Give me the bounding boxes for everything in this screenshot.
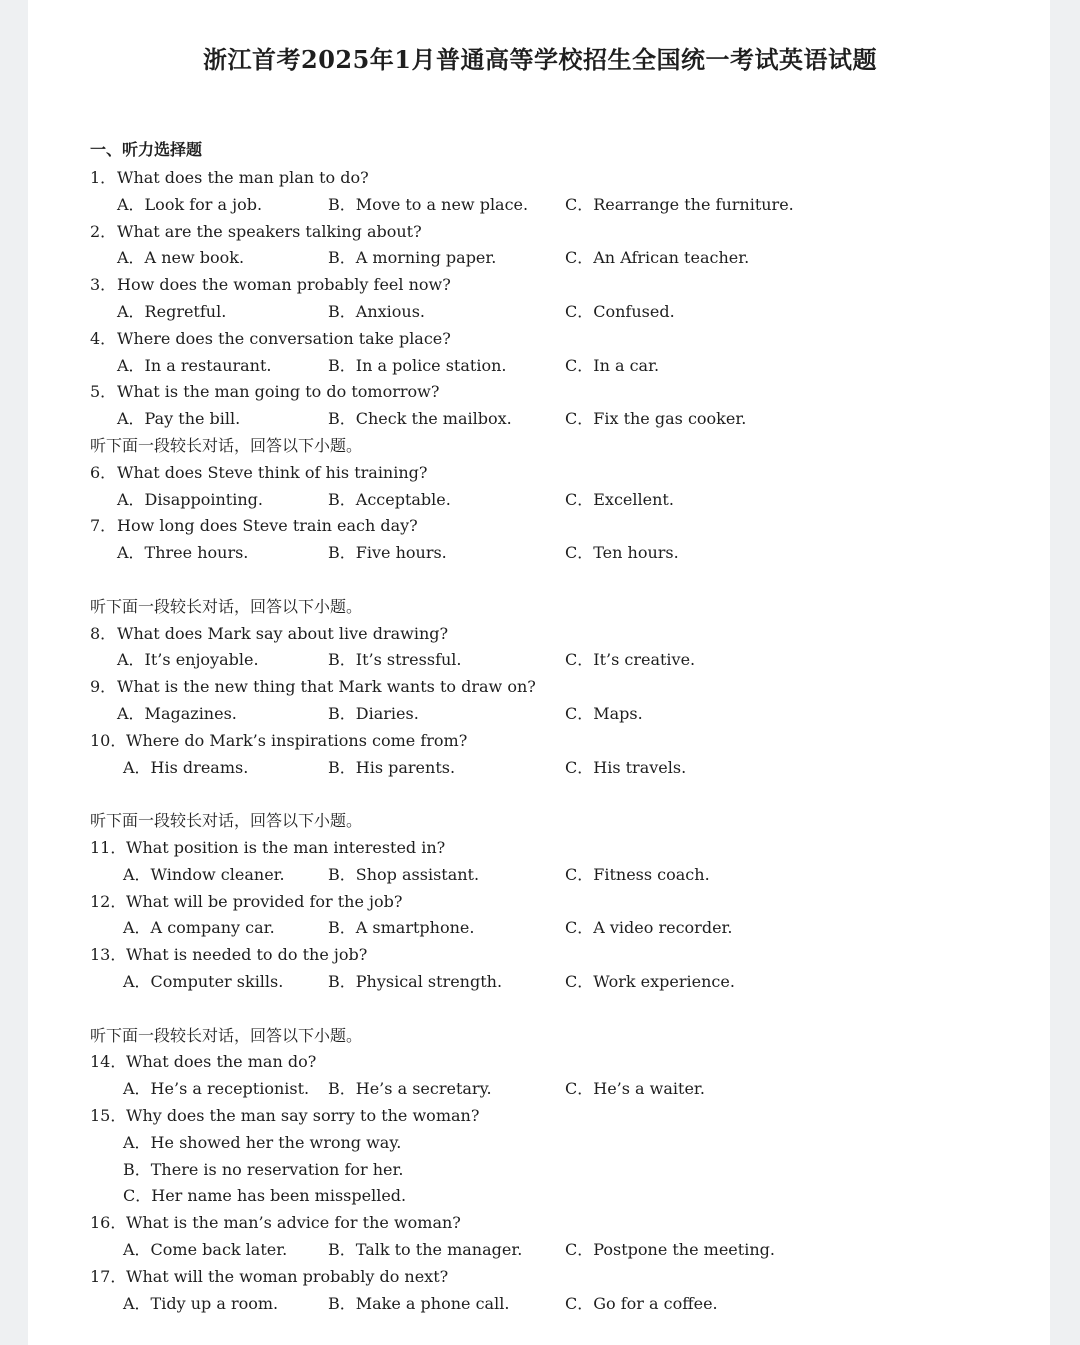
question-number: 10． [90,730,127,750]
question-text: What is needed to do the job? [126,945,368,965]
question-number: 5． [90,382,117,402]
question-number: 11． [90,838,127,857]
option-a: A．Window cleaner. [123,864,285,884]
question-number: 9． [90,677,117,697]
question-text: What is the man’s advice for the woman? [126,1213,461,1233]
option-b: B．Check the mailbox. [328,409,512,429]
question-text: What is the man going to do tomorrow? [117,382,440,402]
option-b: B．Shop assistant. [328,864,480,884]
option-c: C．Work experience. [565,972,735,991]
option-b: B．Five hours. [328,543,447,563]
option-c: C．Excellent. [565,489,674,509]
option-b: B．In a police station. [328,355,507,375]
dialogue-intro: 听下面一段较长对话，回答以下小题。 [90,811,363,831]
option-b: B．Move to a new place. [328,194,529,214]
option-c: C．It’s creative. [565,650,696,670]
question-text: What does Steve think of his training? [117,462,428,482]
option-c: C．He’s a waiter. [565,1079,705,1099]
question-text: What does the man plan to do? [117,168,369,187]
question-number: 2． [90,221,117,241]
question-text: What are the speakers talking about? [117,221,422,241]
question-number: 4． [90,328,117,348]
question-number: 17． [90,1266,127,1286]
option-c: C．Postpone the meeting. [565,1240,775,1259]
question-text: How long does Steve train each day? [117,516,418,536]
question-text: What position is the man interested in? [126,838,446,857]
option-a: A．Computer skills. [123,972,284,991]
dialogue-intro: 听下面一段较长对话，回答以下小题。 [90,596,363,616]
option-a: A．Magazines. [117,704,237,723]
option-a: A．He’s a receptionist. [123,1079,310,1099]
question-number: 8． [90,623,117,643]
option-c: C．His travels. [565,757,687,777]
option-b: B．Acceptable. [328,489,451,509]
page-title: 浙江首考2025年1月普通高等学校招生全国统一考试英语试题 [203,45,877,74]
option-line: B．There is no reservation for her. [123,1159,404,1179]
option-a: A．A company car. [123,918,275,938]
option-c: C．Confused. [565,302,675,321]
option-c: C．In a car. [565,355,660,375]
question-text: What does Mark say about live drawing? [117,623,449,643]
option-b: B．Anxious. [328,302,425,321]
question-text: Where does the conversation take place? [117,328,451,348]
option-a: A．Tidy up a room. [123,1293,279,1313]
option-c: C．A video recorder. [565,918,733,938]
question-text: What will be provided for the job? [126,891,403,911]
question-text: Where do Mark’s inspirations come from? [126,730,468,750]
option-b: B．He’s a secretary. [328,1079,492,1099]
option-c: C．Maps. [565,704,643,723]
option-a: A．Disappointing. [117,489,263,509]
dialogue-intro: 听下面一段较长对话，回答以下小题。 [90,436,363,455]
question-number: 6． [90,462,117,482]
option-a: A．His dreams. [123,757,249,777]
option-a: A．Three hours. [117,543,249,563]
option-c: C．An African teacher. [565,248,750,268]
question-number: 7． [90,516,117,536]
option-c: C．Go for a coffee. [565,1293,718,1313]
option-b: B．A morning paper. [328,248,497,268]
question-text: What will the woman probably do next? [126,1266,449,1286]
question-number: 12． [90,891,127,911]
question-number: 13． [90,945,127,965]
question-number: 14． [90,1052,127,1072]
option-b: B．A smartphone. [328,918,475,938]
question-number: 16． [90,1213,127,1233]
question-number: 15． [90,1106,127,1125]
option-b: B．It’s stressful. [328,650,462,670]
option-b: B．His parents. [328,757,456,777]
option-a: A．Pay the bill. [117,409,241,429]
dialogue-intro: 听下面一段较长对话，回答以下小题。 [90,1025,363,1045]
question-number: 3． [90,275,117,295]
option-a: A．Come back later. [123,1240,288,1259]
question-text: What does the man do? [126,1052,317,1072]
section-heading: 一、听力选择题 [90,140,203,159]
option-a: A．Look for a job. [117,194,263,214]
question-text: How does the woman probably feel now? [117,275,451,295]
option-line: C．Her name has been misspelled. [123,1186,407,1206]
question-number: 1． [90,168,117,187]
option-c: C．Rearrange the furniture. [565,194,794,214]
option-a: A．A new book. [117,248,245,268]
option-b: B．Talk to the manager. [328,1240,523,1259]
option-c: C．Fitness coach. [565,864,710,884]
option-line: A．He showed her the wrong way. [123,1132,402,1152]
option-b: B．Make a phone call. [328,1293,510,1313]
option-a: A．In a restaurant. [117,355,272,375]
option-a: A．It’s enjoyable. [117,650,259,670]
option-c: C．Ten hours. [565,543,679,563]
option-b: B．Physical strength. [328,972,503,991]
question-text: What is the new thing that Mark wants to draw on? [117,677,536,697]
option-c: C．Fix the gas cooker. [565,409,747,429]
option-b: B．Diaries. [328,704,419,723]
question-text: Why does the man say sorry to the woman? [126,1106,480,1125]
option-a: A．Regretful. [117,302,227,321]
